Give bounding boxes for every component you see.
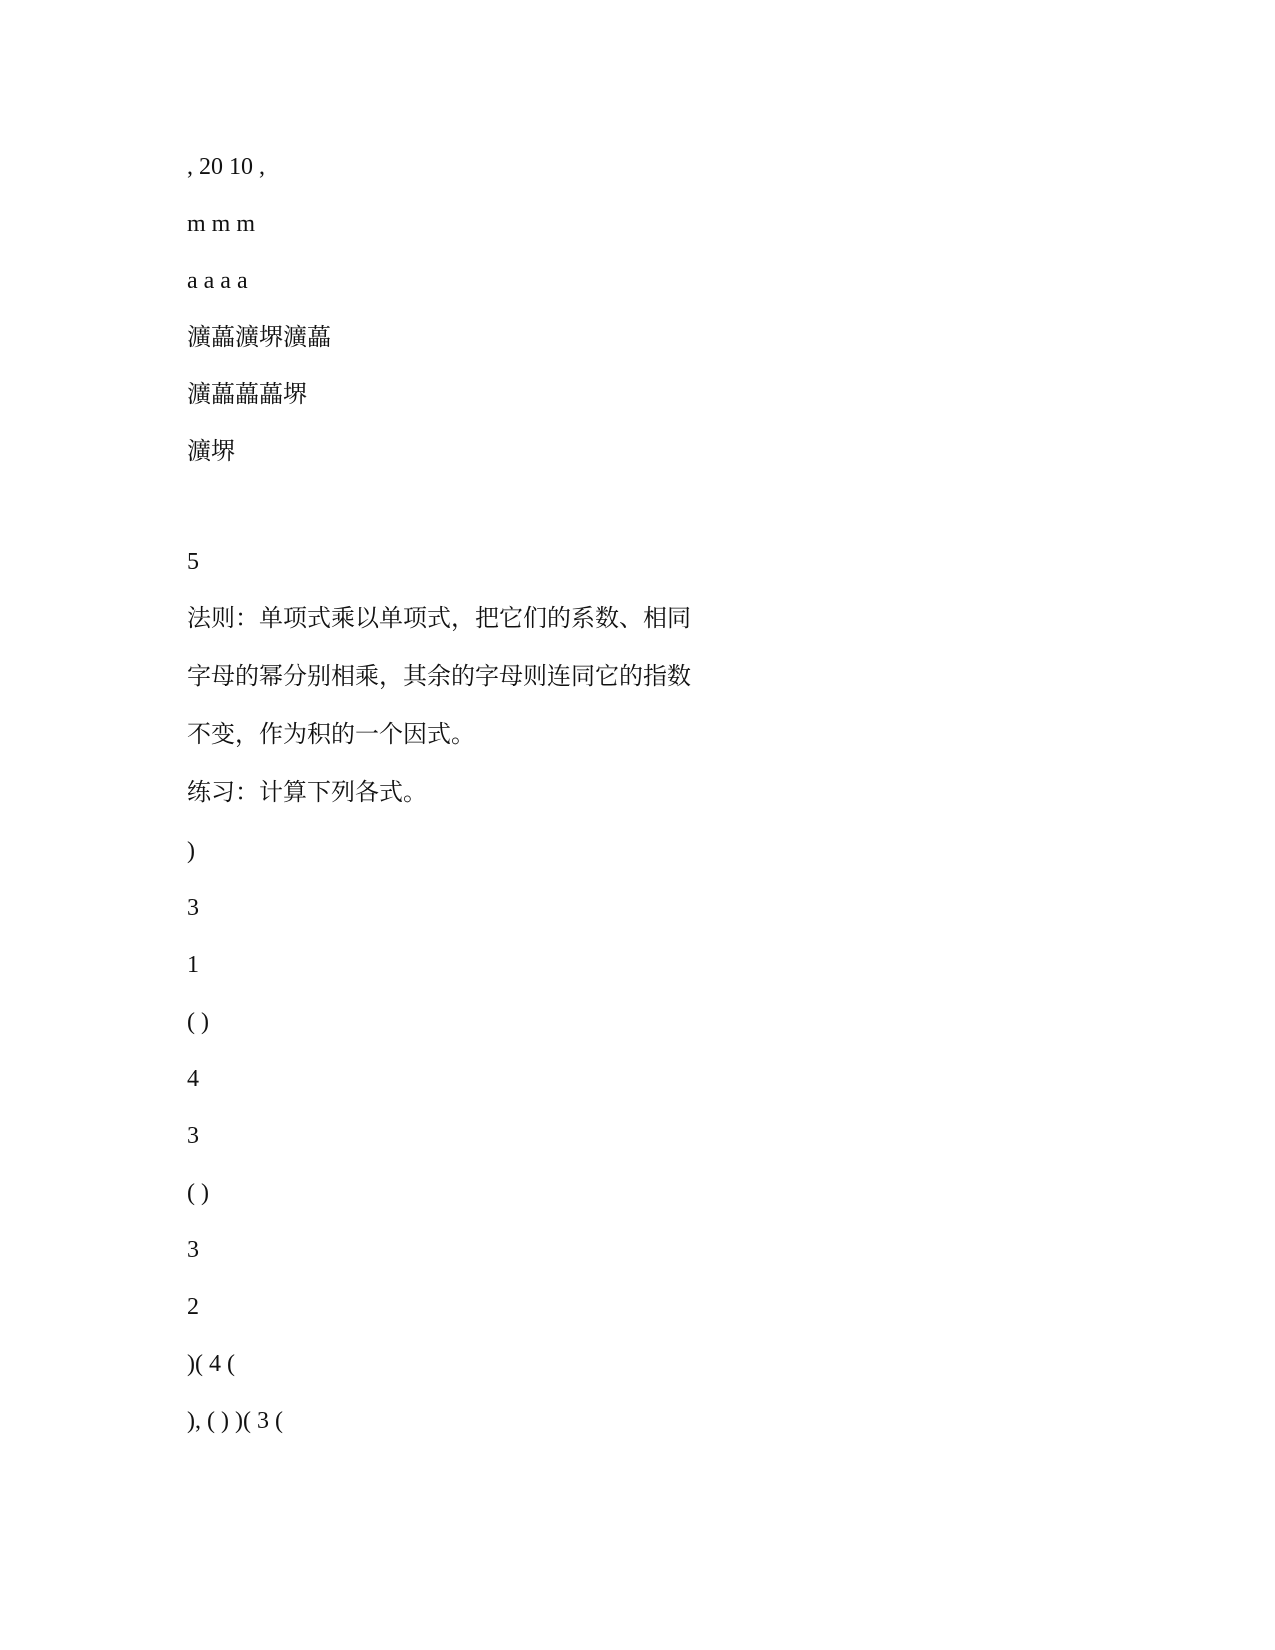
rule-text-line-2: 字母的幂分别相乘，其余的字母则连同它的指数 [187,664,691,690]
number-fragment: 5 [187,549,199,575]
exponent-fragment: , 20 10 , [187,154,265,180]
math-fragment: 3 [187,1123,199,1149]
math-fragment: ( ) [187,1009,209,1035]
math-fragment: 4 [187,1066,199,1092]
garbled-text-line-3: 瀇堺 [187,439,235,465]
math-fragment: 3 [187,895,199,921]
variable-a-fragment: a a a a [187,268,248,294]
exercise-heading: 练习：计算下列各式。 [187,780,427,806]
math-fragment: 3 [187,1237,199,1263]
math-fragment: ( ) [187,1180,209,1206]
rule-text-line-3: 不变，作为积的一个因式。 [187,722,475,748]
garbled-text-line-1: 瀇藟瀇堺瀇藟 [187,325,331,351]
variable-m-fragment: m m m [187,211,256,237]
math-fragment: ) [187,838,195,864]
math-fragment: ), ( ) )( 3 ( [187,1408,283,1434]
math-fragment: 1 [187,952,199,978]
garbled-text-line-2: 瀇藟藟藟堺 [187,382,307,408]
math-fragment: 2 [187,1294,199,1320]
math-fragment: )( 4 ( [187,1351,235,1377]
rule-text-line-1: 法则：单项式乘以单项式，把它们的系数、相同 [187,606,691,632]
